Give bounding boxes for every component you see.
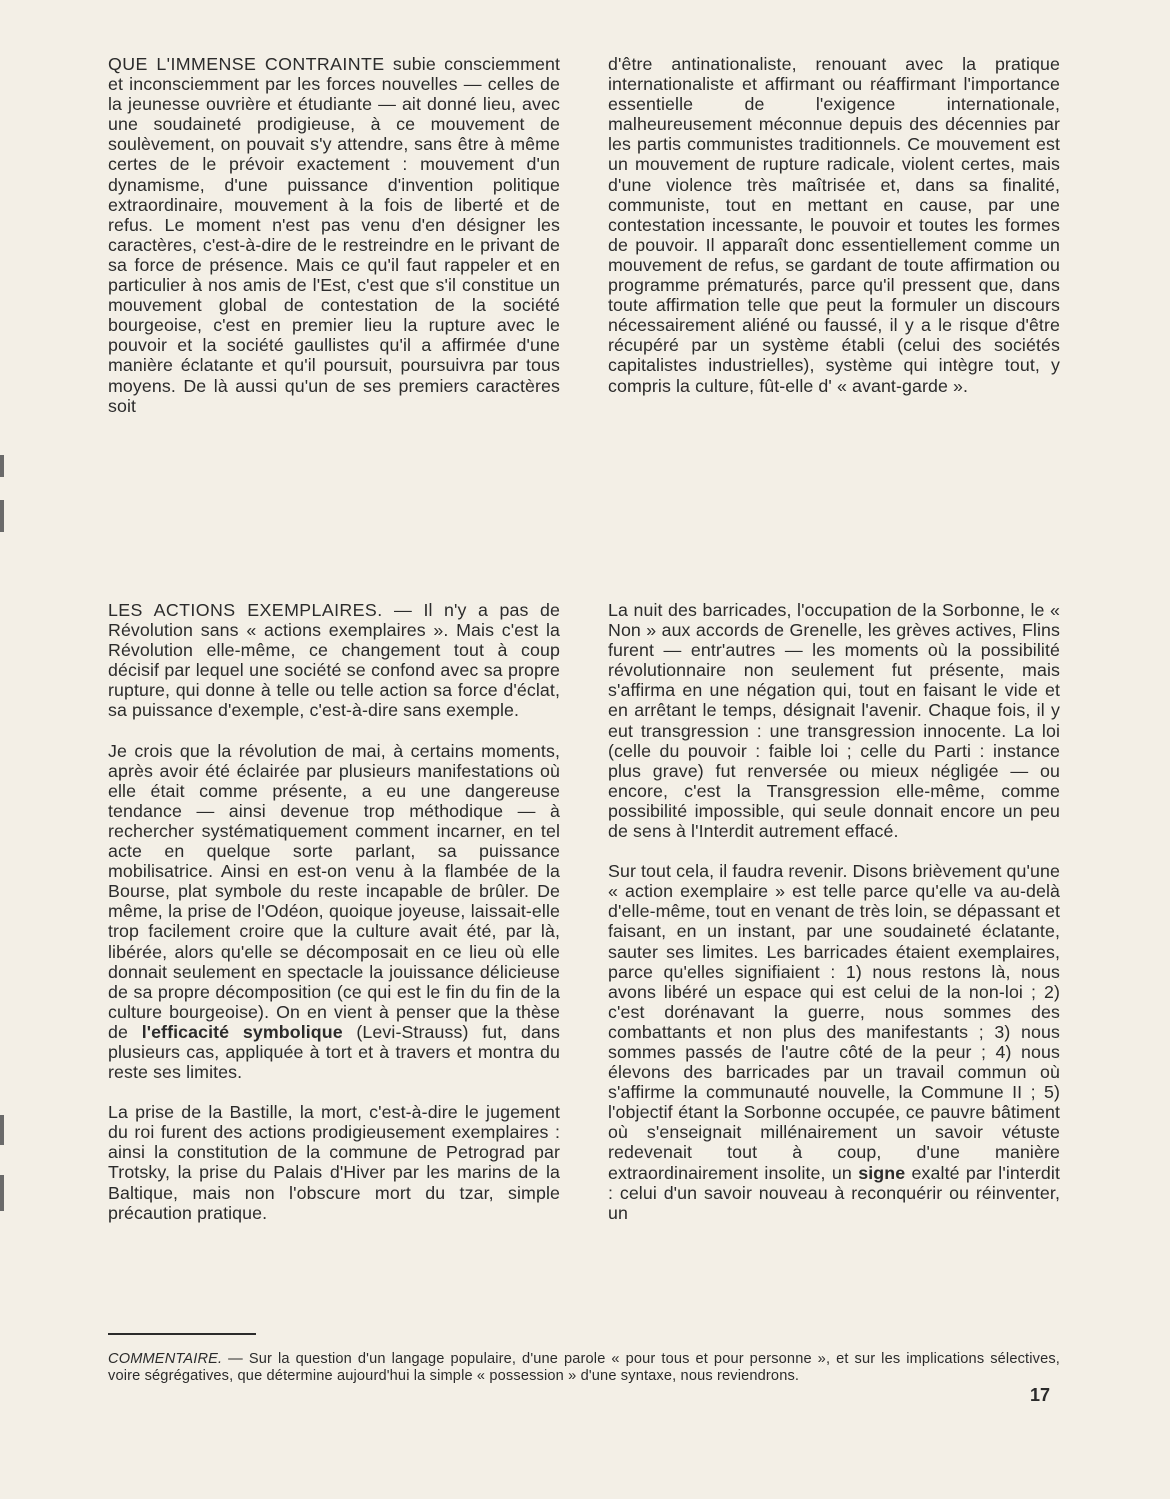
section1-left-column — [108, 54, 560, 416]
section2-right-column — [608, 600, 1060, 1223]
edge-mark — [0, 500, 4, 532]
paragraph: La prise de la Bastille, la mort, c'est-à-dire le jugement du roi furent des actions prodigieusement exemplaires : ainsi la constitution de la commune de Petrograd par Trotsky, la prise du Palais d'Hiver par les marins de la Baltique, mais non l'obscure mort du tzar, simple précaution pratique. — [108, 1102, 560, 1223]
bold-term: l'efficacité symbolique — [141, 1021, 343, 1042]
footnote-label: COMMENTAIRE. — [108, 1351, 223, 1367]
paragraph: QUE L'IMMENSE CONTRAINTE subie consciemment et inconsciemment par les forces nouvelles — celles de la jeunesse ouvrière et étudiante — ait donné lieu, avec une soudaineté prodigieuse, à ce mouvement de soulèvement, on pouvait s'y attendre, sans être à même certes de le prévoir exactement : mouvement d'un dynamisme, d'une puissance d'invention politique extraordinaire, mouvement à la fois de liberté et de refus. Le moment n'est pas venu d'en désigner les caractères, c'est-à-dire de le restreindre en le privant de sa force de présence. Mais ce qu'il faut rappeler et en particulier à nos amis de l'Est, c'est que s'il constitue un mouvement global de contestation de la société bourgeoise, c'est en premier lieu la rupture avec le pouvoir et la société gaullistes qu'il a affirmée d'une manière éclatante et qu'il poursuit, poursuivra par tous moyens. De là aussi qu'un de ses premiers caractères soit — [108, 54, 560, 416]
page-number: 17 — [1030, 1385, 1051, 1405]
paragraph: Sur tout cela, il faudra revenir. Disons brièvement qu'une « action exemplaire » est telle parce qu'elle va au-delà d'elle-même, tout en venant de très loin, se dépassant et faisant, en un instant, par une soudaineté éclatante, sauter ses limites. Les barricades étaient exemplaires, parce qu'elles signifiaient : 1) nous restons là, nous avons libéré un espace qui est celui de la non-loi ; 2) c'est dorénavant la guerre, nous sommes des combattants et non plus des manifestants ; 3) nous sommes passés de l'autre côté de la peur ; 4) nous élevons des barricades par un travail commun où s'affirme la communauté nouvelle, la Commune II ; 5) l'objectif étant la Sorbonne occupée, ce pauvre bâtiment où s'enseignait millénairement un savoir vétuste redevenait tout à coup, d'une manière extraordinairement insolite, un signe exalté par l'interdit : celui d'un savoir nouveau à reconquérir ou réinventer, un — [608, 861, 1060, 1223]
paragraph: LES ACTIONS EXEMPLAIRES. — Il n'y a pas de Révolution sans « actions exemplaires ». Mais c'est la Révolution elle-même, ce changement tout à coup décisif par lequel une société se confond avec sa propre rupture, qui donne à telle ou telle action sa force d'éclat, sa puissance d'exemple, c'est-à-dire sans exemple. — [108, 600, 560, 721]
paragraph: Je crois que la révolution de mai, à certains moments, après avoir été éclairée par plusieurs manifestations où elle était comme présente, a eu une dangereuse tendance — ainsi devenue trop méthodique — à rechercher systématiquement comment incarner, en tel acte en quelque sorte parlant, sa puissance mobilisatrice. Ainsi en est-on venu à la flambée de la Bourse, plat symbole du reste incapable de brûler. De même, la prise de l'Odéon, quoique joyeuse, laissait-elle trop facilement croire que la culture avait été, par là, libérée, alors qu'elle se décomposait en ce lieu où elle donnait seulement en spectacle la jouissance délicieuse de sa propre décomposition (ce qui est le fin du fin de la culture bourgeoise). On en vient à penser que la thèse de l'efficacité symbolique (Levi-Strauss) fut, dans plusieurs cas, appliquée à tort et à travers et montra du reste ses limites. — [108, 740, 560, 1083]
section2-left-column — [108, 600, 560, 1223]
footnote-rule — [108, 1333, 256, 1335]
edge-mark — [0, 1115, 4, 1145]
paragraph: d'être antinationaliste, renouant avec la pratique internationaliste et affirmant ou réaffirmant l'importance essentielle de l'exigence internationale, malheureusement méconnue depuis des décennies par les partis communistes traditionnels. Ce mouvement est un mouvement de rupture radicale, violent certes, mais d'une violence très maîtrisée et, dans sa finalité, communiste, tout en mettant en cause, par une contestation incessante, le pouvoir et toutes les formes de pouvoir. Il apparaît donc essentiellement comme un mouvement de refus, se gardant de toute affirmation ou programme prématurés, parce qu'il pressent que, dans toute affirmation telle que peut la formuler un discours nécessairement aliéné ou faussé, il y a le risque d'être récupéré par un système établi (celui des sociétés capitalistes industrielles), système qui intègre tout, y compris la culture, fût-elle d' « avant-garde ». — [608, 54, 1060, 396]
section-heading: LES ACTIONS EXEMPLAIRES. — [108, 600, 383, 620]
edge-mark — [0, 455, 4, 477]
bold-term: signe — [858, 1162, 906, 1183]
section1-right-column — [608, 54, 1060, 396]
paragraph: La nuit des barricades, l'occupation de la Sorbonne, le « Non » aux accords de Grenelle, les grèves actives, Flins furent — entr'autres — les moments où la possibilité révolutionnaire non seulement fut présente, mais s'affirma en une négation qui, tout en faisant le vide et en arrêtant le temps, désignait l'avenir. Chaque fois, il y eut transgression : une transgression innocente. La loi (celle du pouvoir : faible loi ; celle du Parti : instance plus grave) fut renversée ou mieux négligée — ou encore, c'est la Transgression elle-même, comme possibilité impossible, qui seule donnait encore un peu de sens à l'Interdit autrement effacé. — [608, 600, 1060, 842]
edge-mark — [0, 1175, 4, 1211]
footnote: COMMENTAIRE. — Sur la question d'un langage populaire, d'une parole « pour tous et pour personne », et sur les implications sélectives, voire ségrégatives, que détermine aujourd'hui la simple « possession » d'une syntaxe, nous reviendrons. — [108, 1351, 1060, 1384]
lead-in: QUE L'IMMENSE CONTRAINTE — [108, 54, 385, 74]
